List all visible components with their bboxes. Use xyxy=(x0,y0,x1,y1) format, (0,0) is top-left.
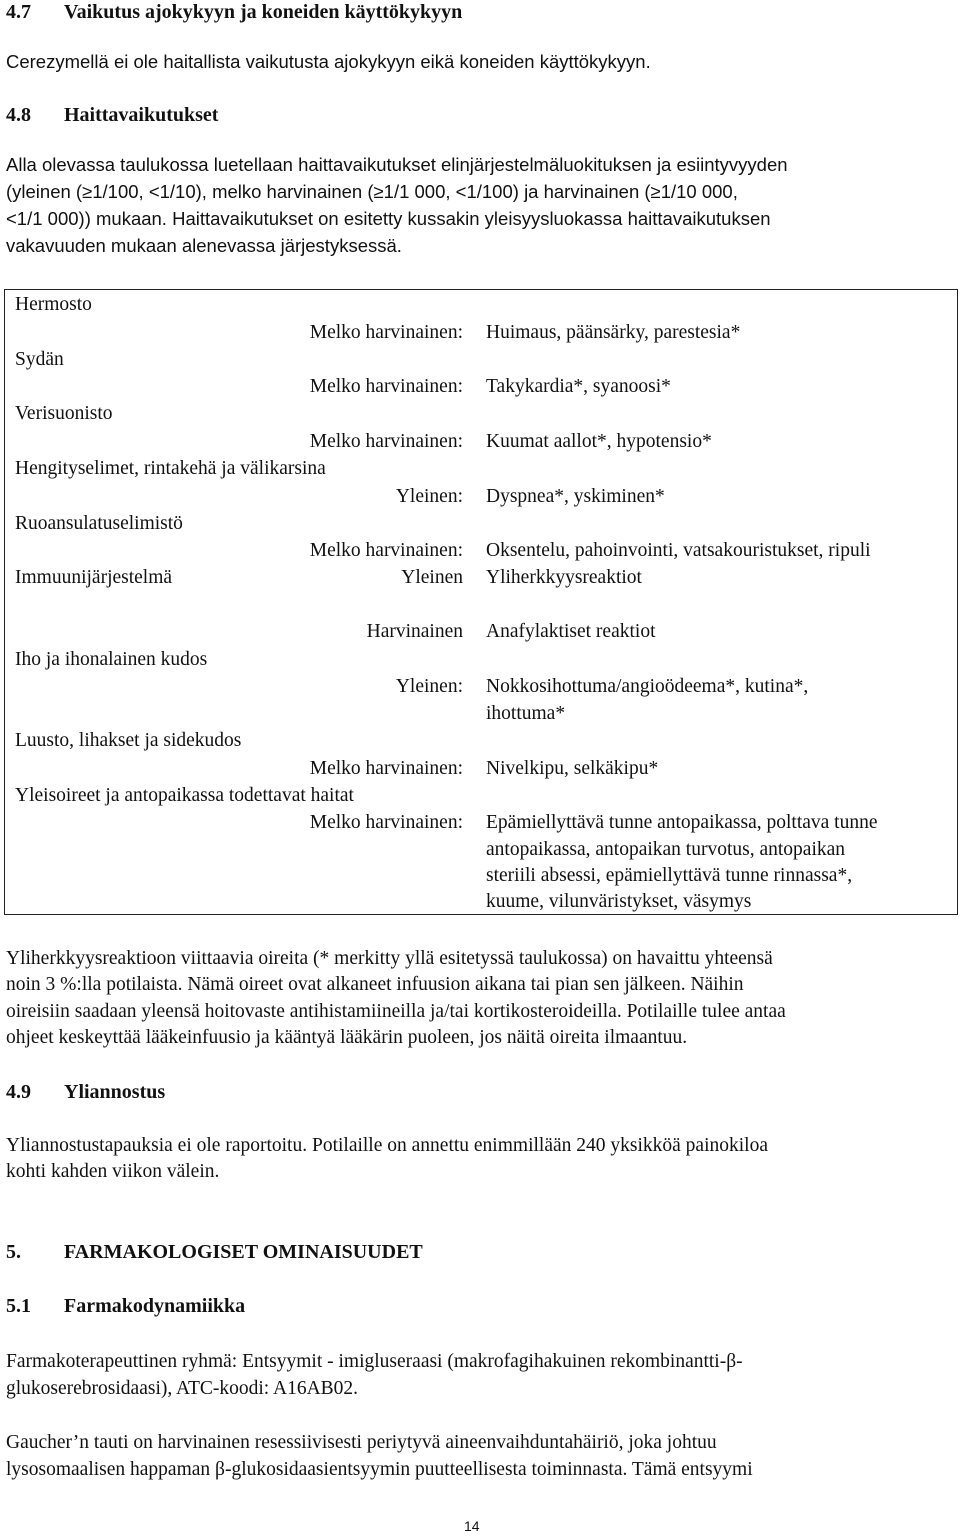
table-category: Immuunijärjestelmä xyxy=(15,567,173,588)
table-category: Yleisoireet ja antopaikassa todettavat haitat xyxy=(15,785,354,806)
table-frequency: Melko harvinainen: xyxy=(309,812,463,833)
table-effect: Dyspnea*, yskiminen* xyxy=(486,486,665,507)
gaucher-line: lysosomaalisen happaman β-glukosidaasientsyymin puutteellisesta toiminnasta. Tämä entsyymi xyxy=(6,1459,753,1480)
pharmacotherapeutic-line: glukoserebrosidaasi), ATC-koodi: A16AB02. xyxy=(6,1378,359,1399)
table-category: Iho ja ihonalainen kudos xyxy=(15,649,208,670)
section-title: Yliannostus xyxy=(64,1081,166,1103)
hypersensitivity-line: oireisiin saadaan yleensä hoitovaste antihistamiineilla ja/tai kortikosteroideilla. Potilaille tulee antaa xyxy=(6,1001,786,1022)
table-effect: steriili absessi, epämiellyttävä tunne rinnassa*, xyxy=(486,865,853,886)
table-frequency: Yleinen xyxy=(401,567,463,588)
table-frequency: Melko harvinainen: xyxy=(309,758,463,779)
table-category: Ruoansulatuselimistö xyxy=(15,513,183,534)
section-4-9-heading xyxy=(6,1080,165,1104)
table-frequency: Melko harvinainen: xyxy=(309,322,463,343)
table-category: Verisuonisto xyxy=(15,403,113,424)
section-5-heading xyxy=(6,1240,423,1264)
table-frequency: Yleinen: xyxy=(395,486,463,507)
intro-line: <1/1 000)) mukaan. Haittavaikutukset on esitetty kussakin yleisyysluokassa haittavaikutuksen xyxy=(6,208,771,229)
section-title: Farmakodynamiikka xyxy=(64,1295,246,1317)
overdose-line: Yliannostustapauksia ei ole raportoitu. Potilaille on annettu enimmillään 240 yksikköä painokiloa xyxy=(6,1135,768,1156)
table-frequency: Harvinainen xyxy=(366,621,463,642)
intro-line: Alla olevassa taulukossa luetellaan haittavaikutukset elinjärjestelmäluokituksen ja esiintyvyyden xyxy=(6,154,788,175)
section-number: 5.1 xyxy=(6,1295,31,1317)
section-4-7-heading xyxy=(6,0,462,24)
section-number: 4.9 xyxy=(6,1081,31,1103)
table-frequency: Melko harvinainen: xyxy=(309,431,463,452)
table-effect: antopaikassa, antopaikan turvotus, antopaikan xyxy=(486,839,846,860)
table-category: Hengityselimet, rintakehä ja välikarsina xyxy=(15,458,326,479)
section-5-1-heading xyxy=(6,1294,245,1318)
overdose-line: kohti kahden viikon välein. xyxy=(6,1161,220,1182)
intro-line: (yleinen (≥1/100, <1/10), melko harvinainen (≥1/1 000, <1/100) ja harvinainen (≥1/10 000, xyxy=(6,181,738,202)
section-number: 4.8 xyxy=(6,104,31,126)
section-title: Vaikutus ajokykyyn ja koneiden käyttökykyyn xyxy=(64,1,463,23)
table-frequency: Melko harvinainen: xyxy=(309,540,463,561)
table-frequency: Yleinen: xyxy=(395,676,463,697)
table-effect: Yliherkkyysreaktiot xyxy=(486,567,642,588)
table-effect: ihottuma* xyxy=(486,703,566,724)
table-effect: kuume, vilunväristykset, väsymys xyxy=(486,891,752,912)
table-effect: Oksentelu, pahoinvointi, vatsakouristukset, ripuli xyxy=(486,540,871,561)
section-title: Haittavaikutukset xyxy=(64,104,219,126)
pharmacotherapeutic-line: Farmakoterapeuttinen ryhmä: Entsyymit - imigluseraasi (makrofagihakuinen rekombinantti-β- xyxy=(6,1351,743,1372)
table-effect: Nivelkipu, selkäkipu* xyxy=(486,758,659,779)
table-effect: Kuumat aallot*, hypotensio* xyxy=(486,431,712,452)
table-effect: Huimaus, päänsärky, parestesia* xyxy=(486,322,741,343)
gaucher-line: Gaucher’n tauti on harvinainen resessiivisesti periytyvä aineenvaihduntahäiriö, joka johtuu xyxy=(6,1432,717,1453)
table-category: Sydän xyxy=(15,349,64,370)
section-4-7-text: Cerezymellä ei ole haitallista vaikutusta ajokykyyn eikä koneiden käyttökykyyn. xyxy=(6,51,651,72)
section-number: 5. xyxy=(6,1241,21,1263)
section-title: FARMAKOLOGISET OMINAISUUDET xyxy=(64,1241,423,1263)
table-category: Luusto, lihakset ja sidekudos xyxy=(15,730,242,751)
table-effect: Anafylaktiset reaktiot xyxy=(486,621,656,642)
hypersensitivity-line: noin 3 %:lla potilaista. Nämä oireet ovat alkaneet infuusion aikana tai pian sen jälkeen. Näihin xyxy=(6,974,744,995)
page-number: 14 xyxy=(464,1518,480,1534)
table-effect: Takykardia*, syanoosi* xyxy=(486,376,671,397)
table-effect: Epämiellyttävä tunne antopaikassa, polttava tunne xyxy=(486,812,878,833)
table-frequency: Melko harvinainen: xyxy=(309,376,463,397)
hypersensitivity-line: ohjeet keskeyttää lääkeinfuusio ja kääntyä lääkärin puoleen, jos näitä oireita ilmaantuu. xyxy=(6,1027,688,1048)
section-4-8-heading xyxy=(6,103,218,127)
table-category: Hermosto xyxy=(15,294,92,315)
intro-line: vakavuuden mukaan alenevassa järjestyksessä. xyxy=(6,235,402,256)
hypersensitivity-line: Yliherkkyysreaktioon viittaavia oireita (* merkitty yllä esitetyssä taulukossa) on havaittu yhteensä xyxy=(6,948,773,969)
section-number: 4.7 xyxy=(6,1,31,23)
table-effect: Nokkosihottuma/angioödeema*, kutina*, xyxy=(486,676,809,697)
